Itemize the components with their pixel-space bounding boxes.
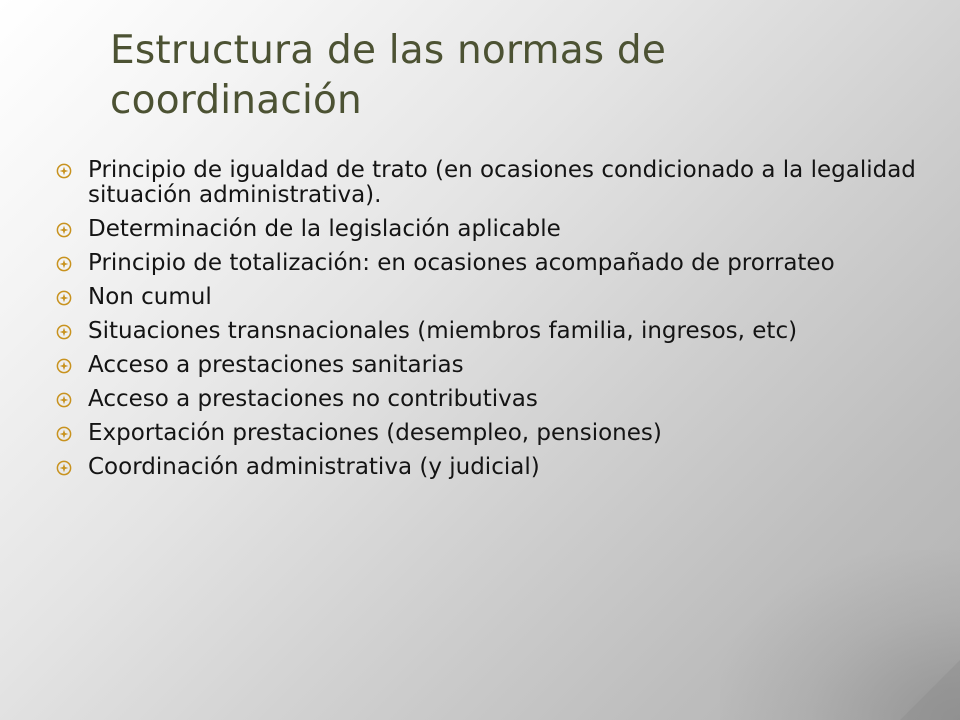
bullet-text: Coordinación administrativa (y judicial): [88, 454, 540, 480]
bullet-item: [50, 353, 940, 378]
circled-star-icon: [52, 353, 76, 378]
bullet-item: [50, 158, 940, 208]
circled-star-icon: [52, 285, 76, 310]
bullet-list: [50, 158, 940, 489]
bullet-item: [50, 387, 940, 412]
bullet-item: [50, 285, 940, 310]
bullet-text: Principio de totalización: en ocasiones acompañado de prorrateo: [88, 250, 835, 276]
circled-star-icon: [52, 158, 76, 183]
bullet-text: Situaciones transnacionales (miembros familia, ingresos, etc): [88, 318, 798, 344]
circled-star-icon: [52, 455, 76, 480]
bullet-text: Non cumul: [88, 284, 212, 310]
circled-star-icon: [52, 217, 76, 242]
bullet-text: Principio de igualdad de trato (en ocasiones condicionado a la legalidad situación administrativa).: [88, 157, 916, 208]
page-curl-corner: [900, 660, 960, 720]
bullet-text: Determinación de la legislación aplicable: [88, 216, 561, 242]
bullet-item: [50, 421, 940, 446]
circled-star-icon: [52, 319, 76, 344]
bullet-item: [50, 319, 940, 344]
bullet-text: Acceso a prestaciones no contributivas: [88, 386, 538, 412]
bullet-text: Acceso a prestaciones sanitarias: [88, 352, 464, 378]
bullet-item: [50, 251, 940, 276]
circled-star-icon: [52, 251, 76, 276]
slide-title: Estructura de las normas de coordinación: [110, 28, 667, 123]
circled-star-icon: [52, 421, 76, 446]
bullet-text: Exportación prestaciones (desempleo, pensiones): [88, 420, 662, 446]
bullet-item: [50, 217, 940, 242]
circled-star-icon: [52, 387, 76, 412]
bullet-item: [50, 455, 940, 480]
